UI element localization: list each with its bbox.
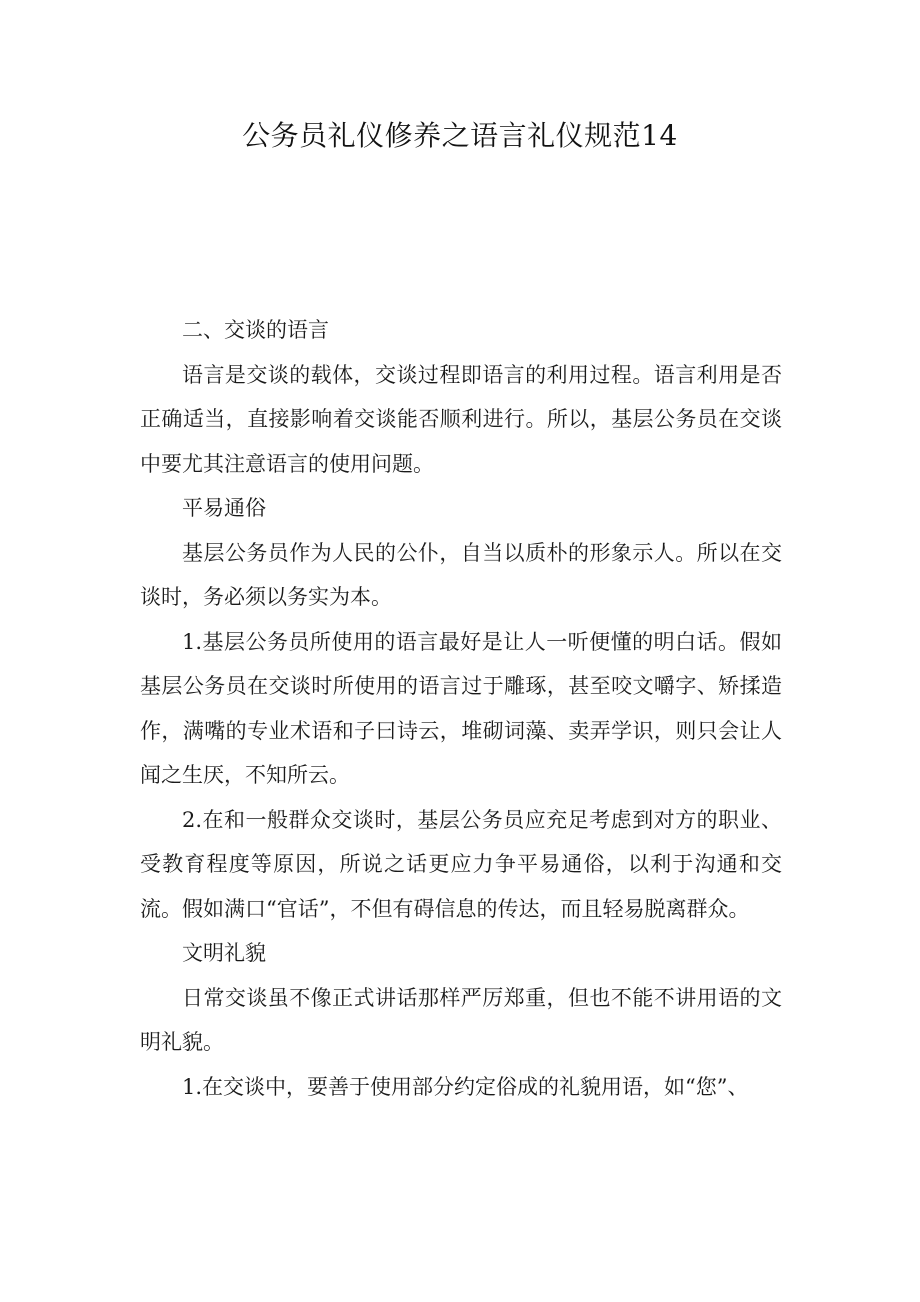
paragraph-point-1-plain-speech: 1.基层公务员所使用的语言最好是让人一听便懂的明白话。假如基层公务员在交谈时所使用的语言过于雕琢，甚至咬文嚼字、矫揉造作，满嘴的专业术语和子曰诗云，堆砌词藻、卖弄学识，则只会让人闻之生厌，不知所云。	[140, 629, 782, 787]
document-title: 公务员礼仪修养之语言礼仪规范14	[242, 119, 678, 152]
subheading-civility-courtesy: 文明礼貌	[182, 941, 266, 965]
paragraph-point-2-masses: 2.在和一般群众交谈时，基层公务员应充足考虑到对方的职业、受教育程度等原因，所说之话更应力争平易通俗，以利于沟通和交流。假如满口“官话”，不但有碍信息的传达，而且轻易脱离群众。	[140, 807, 782, 921]
paragraph-public-servant: 基层公务员作为人民的公仆，自当以质朴的形象示人。所以在交谈时，务必须以务实为本。	[140, 540, 782, 609]
subheading-plain-popular: 平易通俗	[182, 496, 266, 520]
document-body	[140, 308, 782, 1109]
paragraph-daily-conversation: 日常交谈虽不像正式讲话那样严厉郑重，但也不能不讲用语的文明礼貌。	[140, 985, 782, 1054]
paragraph-language-carrier: 语言是交谈的载体，交谈过程即语言的利用过程。语言利用是否正确适当，直接影响着交谈能否顺利进行。所以，基层公务员在交谈中要尤其注意语言的使用问题。	[140, 362, 782, 476]
paragraph-point-1-polite-terms: 1.在交谈中，要善于使用部分约定俗成的礼貌用语，如“您”、	[182, 1074, 749, 1099]
section-heading-conversation-language: 二、交谈的语言	[182, 318, 329, 342]
